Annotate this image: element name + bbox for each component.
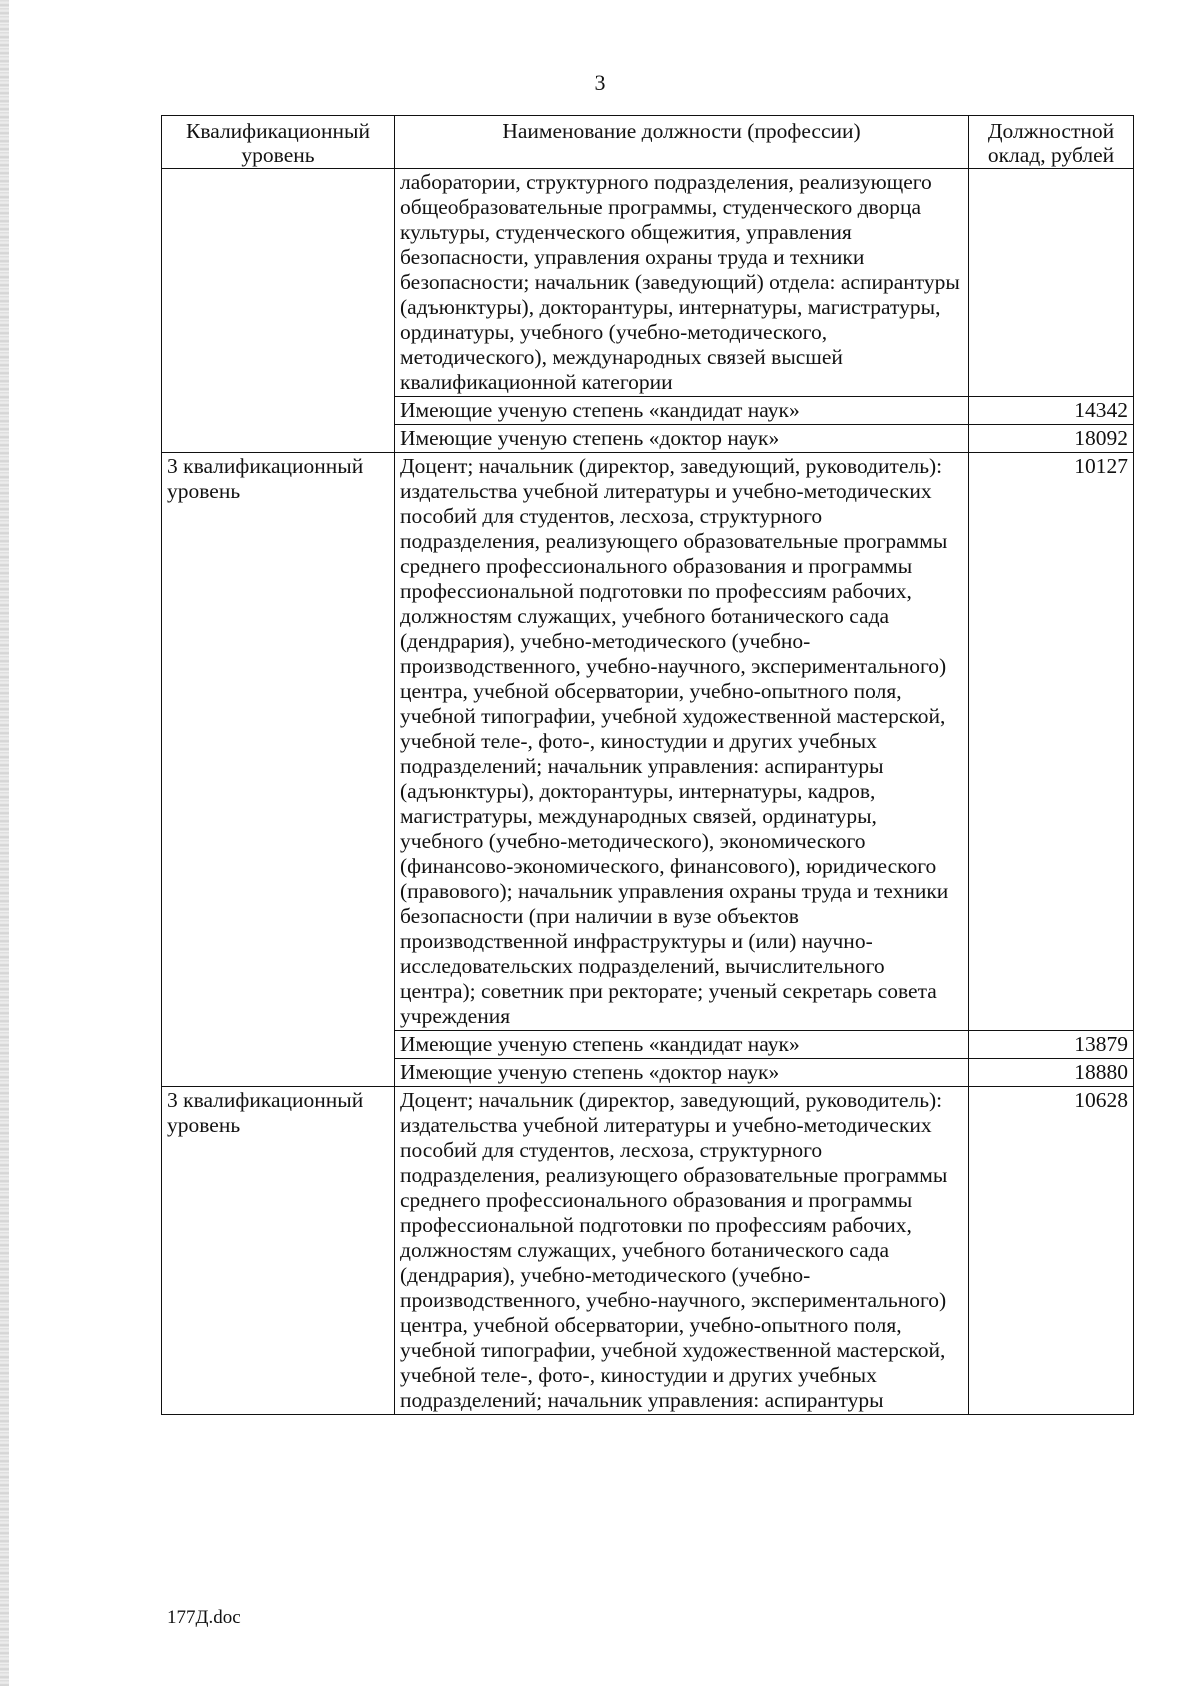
scan-edge xyxy=(0,0,9,1686)
page-number: 3 xyxy=(594,70,606,95)
table-row xyxy=(162,169,1134,397)
table-row xyxy=(162,1087,1134,1415)
level-cell: 3 квалификационный уровень xyxy=(162,1087,395,1415)
title-cell: лаборатории, структурного подразделения, реализующего общеобразовательные программы, студенческого дворца культуры, студенческого общежития, управления безопасности, управления охраны труда и техники безопасности; начальник (заведующий) отдела: аспирантуры (адъюнктуры), докторантуры, интернатуры, магистратуры, ординатуры, учебного (учебно-методического, методического), международных связей высшей квалификационной категории xyxy=(395,169,969,397)
salary-cell: 14342 xyxy=(969,397,1134,425)
title-cell: Имеющие ученую степень «кандидат наук» xyxy=(395,397,969,425)
level-cell: 3 квалификационный уровень xyxy=(162,453,395,1087)
salary-cell: 18880 xyxy=(969,1059,1134,1087)
title-cell: Имеющие ученую степень «доктор наук» xyxy=(395,425,969,453)
salary-cell: 10628 xyxy=(969,1087,1134,1415)
file-name-footer: 177Д.doc xyxy=(167,1607,241,1628)
title-cell: Доцент; начальник (директор, заведующий, руководитель): издательства учебной литературы и учебно-методических пособий для студентов, лесхоза, структурного подразделения, реализующего образовательные программы среднего профессионального образования и программы профессиональной подготовки по профессиям рабочих, должностям служащих, учебного ботанического сада (дендрария), учебно-методического (учебно-производственного, учебно-научного, экспериментального) центра, учебной обсерватории, учебно-опытного поля, учебной типографии, учебной художественной мастерской, учебной теле-, фото-, киностудии и других учебных подразделений; начальник управления: аспирантуры xyxy=(395,1087,969,1415)
salary-cell: 18092 xyxy=(969,425,1134,453)
salary-cell xyxy=(969,169,1134,397)
title-cell: Имеющие ученую степень «доктор наук» xyxy=(395,1059,969,1087)
table-header-row xyxy=(162,116,1134,169)
title-cell: Доцент; начальник (директор, заведующий, руководитель): издательства учебной литературы и учебно-методических пособий для студентов, лесхоза, структурного подразделения, реализующего образовательные программы среднего профессионального образования и программы профессиональной подготовки по профессиям рабочих, должностям служащих, учебного ботанического сада (дендрария), учебно-методического (учебно-производственного, учебно-научного, экспериментального) центра, учебной обсерватории, учебно-опытного поля, учебной типографии, учебной художественной мастерской, учебной теле-, фото-, киностудии и других учебных подразделений; начальник управления: аспирантуры (адъюнктуры), докторантуры, интернатуры, кадров, магистратуры, международных связей, ординатуры, учебного (учебно-методического), экономического (финансово-экономического, финансового), юридического (правового); начальник управления охраны труда и техники безопасности (при наличии в вузе объектов производственной инфраструктуры и (или) научно-исследовательских подразделений, вычислительного центра); советник при ректорате; ученый секретарь совета учреждения xyxy=(395,453,969,1031)
salary-cell: 13879 xyxy=(969,1031,1134,1059)
header-salary: Должностной оклад, рублей xyxy=(969,116,1134,169)
title-cell: Имеющие ученую степень «кандидат наук» xyxy=(395,1031,969,1059)
table-row xyxy=(162,453,1134,1031)
level-cell xyxy=(162,169,395,453)
header-level: Квалификационный уровень xyxy=(162,116,395,169)
salary-cell: 10127 xyxy=(969,453,1134,1031)
header-title: Наименование должности (профессии) xyxy=(395,116,969,169)
salary-table xyxy=(161,115,1134,1415)
